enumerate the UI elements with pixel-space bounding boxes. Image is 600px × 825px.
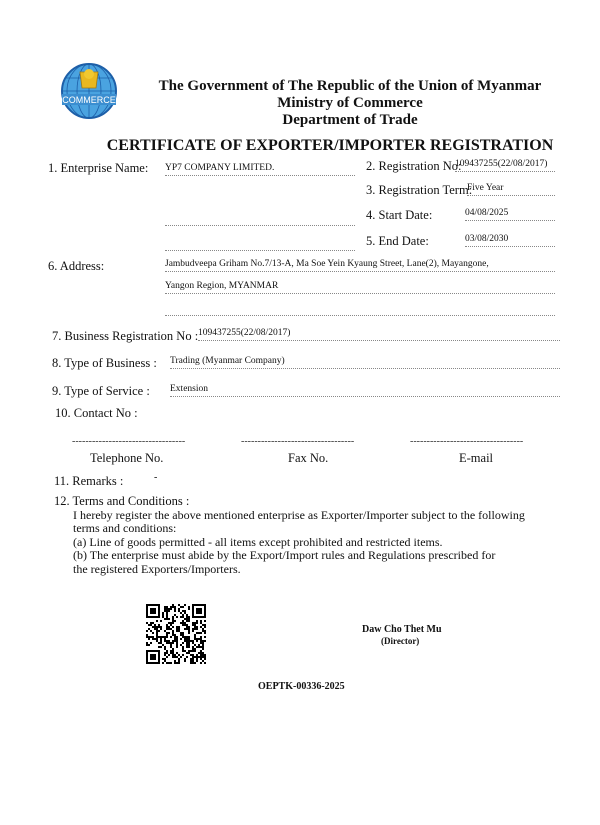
start-date-value: 04/08/2025 [465, 207, 555, 221]
signatory-title: (Director) [381, 636, 420, 646]
certificate-number: OEPTK-00336-2025 [258, 681, 345, 692]
business-type-label: 8. Type of Business : [52, 356, 157, 370]
address-line-3 [165, 302, 555, 316]
signatory-name: Daw Cho Thet Mu [362, 624, 442, 635]
start-date-label: 4. Start Date: [366, 208, 433, 222]
ministry-heading: Ministry of Commerce [277, 95, 423, 111]
commerce-logo [58, 62, 120, 120]
enterprise-name-label: 1. Enterprise Name: [48, 161, 149, 175]
email-line: ---------------------------------- [410, 436, 524, 447]
end-date-label: 5. End Date: [366, 234, 429, 248]
registration-term-label: 3. Registration Term: [366, 183, 473, 197]
telephone-line: ---------------------------------- [72, 436, 186, 447]
certificate-title: CERTIFICATE OF EXPORTER/IMPORTER REGISTRATION [106, 137, 554, 154]
address-label: 6. Address: [48, 259, 105, 273]
fax-label: Fax No. [288, 451, 329, 465]
address-line-1: Jambudveepa Griham No.7/13-A, Ma Soe Yein Kyaung Street, Lane(2), Mayangone, [165, 258, 555, 272]
department-heading: Department of Trade [282, 112, 418, 128]
email-label: E-mail [459, 451, 494, 465]
enterprise-name-value: YP7 COMPANY LIMITED. [165, 162, 355, 176]
terms-line-3: (a) Line of goods permitted - all items except prohibited and restricted items. [73, 535, 443, 549]
terms-line-1: I hereby register the above mentioned enterprise as Exporter/Importer subject to the following [73, 508, 525, 522]
qr-code [146, 604, 206, 669]
svg-text:COMMERCE: COMMERCE [62, 95, 116, 105]
terms-line-4: (b) The enterprise must abide by the Export/Import rules and Regulations prescribed for [73, 548, 496, 562]
enterprise-name-line-2 [165, 212, 355, 226]
end-date-value: 03/08/2030 [465, 233, 555, 247]
contact-label: 10. Contact No : [55, 406, 138, 420]
terms-label: 12. Terms and Conditions : [54, 494, 190, 508]
fax-line: ---------------------------------- [241, 436, 355, 447]
business-type-value: Trading (Myanmar Company) [170, 355, 560, 369]
telephone-label: Telephone No. [90, 451, 164, 465]
enterprise-name-line-3 [165, 237, 355, 251]
service-type-value: Extension [170, 383, 560, 397]
business-registration-value: 109437255(22/08/2017) [198, 327, 560, 341]
government-heading: The Government of The Republic of the Union of Myanmar [158, 78, 542, 94]
address-line-2: Yangon Region, MYANMAR [165, 280, 555, 294]
service-type-label: 9. Type of Service : [52, 384, 150, 398]
terms-line-5: the registered Exporters/Importers. [73, 562, 241, 576]
business-registration-label: 7. Business Registration No : [52, 329, 199, 343]
remarks-label: 11. Remarks : [54, 474, 124, 488]
remarks-value: - [154, 472, 158, 483]
registration-term-value: Five Year [467, 182, 555, 196]
registration-no-label: 2. Registration No: [366, 159, 462, 173]
registration-no-value: 109437255(22/08/2017) [455, 158, 555, 172]
terms-line-2: terms and conditions: [73, 521, 177, 535]
